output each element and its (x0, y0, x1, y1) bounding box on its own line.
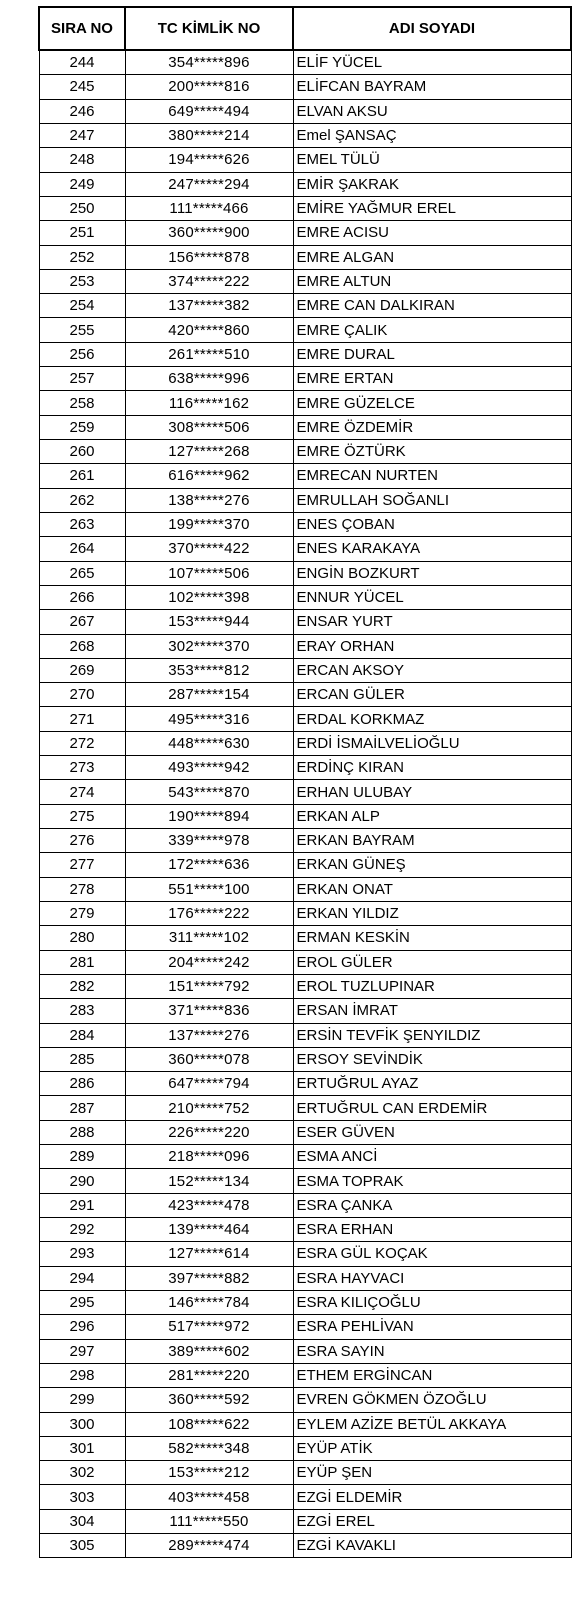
cell-sira-no: 299 (39, 1388, 125, 1412)
table-row (39, 683, 571, 707)
cell-adi-soyadi: EMRE ÖZDEMİR (293, 415, 571, 439)
cell-tc-kimlik-no: 137*****276 (125, 1023, 293, 1047)
cell-adi-soyadi: ESRA ERHAN (293, 1218, 571, 1242)
cell-adi-soyadi: EMRE ÖZTÜRK (293, 440, 571, 464)
cell-tc-kimlik-no: 380*****214 (125, 123, 293, 147)
cell-tc-kimlik-no: 354*****896 (125, 50, 293, 75)
cell-adi-soyadi: EMEL TÜLÜ (293, 148, 571, 172)
cell-sira-no: 279 (39, 901, 125, 925)
cell-adi-soyadi: EZGİ KAVAKLI (293, 1534, 571, 1558)
table-row (39, 1266, 571, 1290)
table-row (39, 50, 571, 75)
cell-sira-no: 292 (39, 1218, 125, 1242)
table-row (39, 1412, 571, 1436)
table-row (39, 391, 571, 415)
cell-adi-soyadi: ERTUĞRUL AYAZ (293, 1072, 571, 1096)
cell-adi-soyadi: ENSAR YURT (293, 610, 571, 634)
cell-tc-kimlik-no: 420*****860 (125, 318, 293, 342)
cell-adi-soyadi: ERKAN BAYRAM (293, 829, 571, 853)
cell-tc-kimlik-no: 308*****506 (125, 415, 293, 439)
cell-adi-soyadi: EMRE ACISU (293, 221, 571, 245)
cell-adi-soyadi: EMRULLAH SOĞANLI (293, 488, 571, 512)
cell-sira-no: 290 (39, 1169, 125, 1193)
table-row (39, 561, 571, 585)
cell-tc-kimlik-no: 448*****630 (125, 731, 293, 755)
cell-adi-soyadi: ERSOY SEVİNDİK (293, 1047, 571, 1071)
table-row (39, 731, 571, 755)
cell-adi-soyadi: EMRE ÇALIK (293, 318, 571, 342)
cell-sira-no: 264 (39, 537, 125, 561)
table-row (39, 1218, 571, 1242)
cell-sira-no: 253 (39, 269, 125, 293)
table-row (39, 488, 571, 512)
cell-adi-soyadi: EROL TUZLUPINAR (293, 974, 571, 998)
cell-sira-no: 248 (39, 148, 125, 172)
cell-tc-kimlik-no: 638*****996 (125, 367, 293, 391)
table-row (39, 1509, 571, 1533)
table-row (39, 1534, 571, 1558)
cell-sira-no: 278 (39, 877, 125, 901)
cell-sira-no: 265 (39, 561, 125, 585)
cell-sira-no: 244 (39, 50, 125, 75)
cell-adi-soyadi: ESRA KILIÇOĞLU (293, 1290, 571, 1314)
table-row (39, 1461, 571, 1485)
cell-tc-kimlik-no: 370*****422 (125, 537, 293, 561)
table-row (39, 342, 571, 366)
cell-tc-kimlik-no: 127*****614 (125, 1242, 293, 1266)
cell-sira-no: 302 (39, 1461, 125, 1485)
cell-tc-kimlik-no: 247*****294 (125, 172, 293, 196)
cell-tc-kimlik-no: 543*****870 (125, 780, 293, 804)
cell-adi-soyadi: ERTUĞRUL CAN ERDEMİR (293, 1096, 571, 1120)
participant-table (38, 6, 572, 1558)
table-row (39, 1315, 571, 1339)
table-row (39, 999, 571, 1023)
cell-tc-kimlik-no: 218*****096 (125, 1145, 293, 1169)
cell-adi-soyadi: EYÜP ATİK (293, 1436, 571, 1460)
cell-adi-soyadi: ERDİNÇ KIRAN (293, 756, 571, 780)
cell-adi-soyadi: EZGİ EREL (293, 1509, 571, 1533)
table-row (39, 294, 571, 318)
cell-adi-soyadi: ERSAN İMRAT (293, 999, 571, 1023)
cell-sira-no: 269 (39, 658, 125, 682)
cell-sira-no: 297 (39, 1339, 125, 1363)
table-row (39, 1145, 571, 1169)
cell-sira-no: 252 (39, 245, 125, 269)
cell-tc-kimlik-no: 360*****592 (125, 1388, 293, 1412)
cell-tc-kimlik-no: 311*****102 (125, 926, 293, 950)
cell-adi-soyadi: ESRA SAYIN (293, 1339, 571, 1363)
table-row (39, 658, 571, 682)
cell-tc-kimlik-no: 127*****268 (125, 440, 293, 464)
cell-sira-no: 298 (39, 1363, 125, 1387)
table-row (39, 245, 571, 269)
table-row (39, 172, 571, 196)
cell-sira-no: 277 (39, 853, 125, 877)
cell-sira-no: 289 (39, 1145, 125, 1169)
table-row (39, 756, 571, 780)
cell-sira-no: 260 (39, 440, 125, 464)
cell-sira-no: 271 (39, 707, 125, 731)
cell-tc-kimlik-no: 190*****894 (125, 804, 293, 828)
table-row (39, 1388, 571, 1412)
cell-tc-kimlik-no: 102*****398 (125, 585, 293, 609)
table-row (39, 585, 571, 609)
cell-tc-kimlik-no: 137*****382 (125, 294, 293, 318)
cell-adi-soyadi: ERKAN ALP (293, 804, 571, 828)
cell-adi-soyadi: ESRA GÜL KOÇAK (293, 1242, 571, 1266)
cell-adi-soyadi: ERKAN YILDIZ (293, 901, 571, 925)
cell-adi-soyadi: EMRECAN NURTEN (293, 464, 571, 488)
table-row (39, 1290, 571, 1314)
table-body (39, 50, 571, 1558)
table-row (39, 1242, 571, 1266)
table-row (39, 123, 571, 147)
cell-tc-kimlik-no: 172*****636 (125, 853, 293, 877)
cell-sira-no: 282 (39, 974, 125, 998)
cell-tc-kimlik-no: 194*****626 (125, 148, 293, 172)
cell-tc-kimlik-no: 226*****220 (125, 1120, 293, 1144)
cell-tc-kimlik-no: 176*****222 (125, 901, 293, 925)
cell-adi-soyadi: ERHAN ULUBAY (293, 780, 571, 804)
table-header (39, 7, 571, 50)
cell-tc-kimlik-no: 397*****882 (125, 1266, 293, 1290)
cell-tc-kimlik-no: 204*****242 (125, 950, 293, 974)
cell-tc-kimlik-no: 495*****316 (125, 707, 293, 731)
cell-sira-no: 301 (39, 1436, 125, 1460)
table-row (39, 221, 571, 245)
cell-adi-soyadi: EMRE ALGAN (293, 245, 571, 269)
cell-sira-no: 268 (39, 634, 125, 658)
table-row (39, 464, 571, 488)
cell-sira-no: 296 (39, 1315, 125, 1339)
table-row (39, 1023, 571, 1047)
cell-sira-no: 287 (39, 1096, 125, 1120)
cell-adi-soyadi: EMRE CAN DALKIRAN (293, 294, 571, 318)
table-row (39, 1072, 571, 1096)
cell-adi-soyadi: EZGİ ELDEMİR (293, 1485, 571, 1509)
cell-tc-kimlik-no: 111*****466 (125, 196, 293, 220)
table-row (39, 269, 571, 293)
cell-sira-no: 272 (39, 731, 125, 755)
cell-tc-kimlik-no: 353*****812 (125, 658, 293, 682)
cell-tc-kimlik-no: 289*****474 (125, 1534, 293, 1558)
cell-tc-kimlik-no: 360*****078 (125, 1047, 293, 1071)
cell-tc-kimlik-no: 302*****370 (125, 634, 293, 658)
cell-tc-kimlik-no: 374*****222 (125, 269, 293, 293)
cell-sira-no: 280 (39, 926, 125, 950)
cell-adi-soyadi: ELVAN AKSU (293, 99, 571, 123)
cell-adi-soyadi: EROL GÜLER (293, 950, 571, 974)
cell-sira-no: 246 (39, 99, 125, 123)
cell-sira-no: 256 (39, 342, 125, 366)
table-row (39, 1436, 571, 1460)
cell-tc-kimlik-no: 360*****900 (125, 221, 293, 245)
table-row (39, 512, 571, 536)
cell-sira-no: 283 (39, 999, 125, 1023)
table-row (39, 950, 571, 974)
cell-tc-kimlik-no: 371*****836 (125, 999, 293, 1023)
table-row (39, 634, 571, 658)
table-row (39, 829, 571, 853)
cell-adi-soyadi: ENGİN BOZKURT (293, 561, 571, 585)
cell-sira-no: 291 (39, 1193, 125, 1217)
cell-adi-soyadi: ENES KARAKAYA (293, 537, 571, 561)
table-row (39, 1047, 571, 1071)
cell-sira-no: 267 (39, 610, 125, 634)
cell-adi-soyadi: EMİR ŞAKRAK (293, 172, 571, 196)
cell-tc-kimlik-no: 281*****220 (125, 1363, 293, 1387)
cell-tc-kimlik-no: 153*****944 (125, 610, 293, 634)
cell-adi-soyadi: EYÜP ŞEN (293, 1461, 571, 1485)
cell-sira-no: 250 (39, 196, 125, 220)
table-row (39, 415, 571, 439)
table-row (39, 853, 571, 877)
cell-adi-soyadi: ESMA TOPRAK (293, 1169, 571, 1193)
cell-tc-kimlik-no: 339*****978 (125, 829, 293, 853)
cell-adi-soyadi: ERSİN TEVFİK ŞENYILDIZ (293, 1023, 571, 1047)
table-row (39, 1096, 571, 1120)
cell-sira-no: 304 (39, 1509, 125, 1533)
cell-tc-kimlik-no: 582*****348 (125, 1436, 293, 1460)
cell-sira-no: 258 (39, 391, 125, 415)
cell-tc-kimlik-no: 649*****494 (125, 99, 293, 123)
cell-tc-kimlik-no: 156*****878 (125, 245, 293, 269)
cell-adi-soyadi: ESMA ANCİ (293, 1145, 571, 1169)
cell-sira-no: 259 (39, 415, 125, 439)
cell-tc-kimlik-no: 199*****370 (125, 512, 293, 536)
cell-adi-soyadi: ENNUR YÜCEL (293, 585, 571, 609)
cell-adi-soyadi: EMRE GÜZELCE (293, 391, 571, 415)
cell-adi-soyadi: ESRA PEHLİVAN (293, 1315, 571, 1339)
table-row (39, 1193, 571, 1217)
cell-tc-kimlik-no: 153*****212 (125, 1461, 293, 1485)
cell-tc-kimlik-no: 139*****464 (125, 1218, 293, 1242)
cell-adi-soyadi: ERMAN KESKİN (293, 926, 571, 950)
header-adi-soyadi: ADI SOYADI (293, 7, 571, 50)
table-row (39, 804, 571, 828)
cell-tc-kimlik-no: 616*****962 (125, 464, 293, 488)
cell-adi-soyadi: ENES ÇOBAN (293, 512, 571, 536)
cell-sira-no: 293 (39, 1242, 125, 1266)
table-row (39, 318, 571, 342)
cell-sira-no: 274 (39, 780, 125, 804)
cell-sira-no: 247 (39, 123, 125, 147)
cell-adi-soyadi: Emel ŞANSAÇ (293, 123, 571, 147)
cell-sira-no: 245 (39, 75, 125, 99)
cell-sira-no: 270 (39, 683, 125, 707)
cell-sira-no: 288 (39, 1120, 125, 1144)
cell-adi-soyadi: ELİFCAN BAYRAM (293, 75, 571, 99)
cell-adi-soyadi: EYLEM AZİZE BETÜL AKKAYA (293, 1412, 571, 1436)
table-row (39, 1120, 571, 1144)
cell-sira-no: 251 (39, 221, 125, 245)
cell-adi-soyadi: EMRE DURAL (293, 342, 571, 366)
cell-sira-no: 266 (39, 585, 125, 609)
cell-sira-no: 305 (39, 1534, 125, 1558)
cell-adi-soyadi: ERKAN GÜNEŞ (293, 853, 571, 877)
table-row (39, 610, 571, 634)
table-row (39, 974, 571, 998)
cell-tc-kimlik-no: 138*****276 (125, 488, 293, 512)
table-row (39, 780, 571, 804)
cell-tc-kimlik-no: 261*****510 (125, 342, 293, 366)
table-row (39, 537, 571, 561)
cell-tc-kimlik-no: 551*****100 (125, 877, 293, 901)
table-row (39, 440, 571, 464)
cell-tc-kimlik-no: 152*****134 (125, 1169, 293, 1193)
cell-adi-soyadi: ETHEM ERGİNCAN (293, 1363, 571, 1387)
cell-sira-no: 300 (39, 1412, 125, 1436)
cell-sira-no: 257 (39, 367, 125, 391)
table-row (39, 1169, 571, 1193)
cell-sira-no: 294 (39, 1266, 125, 1290)
cell-adi-soyadi: ESRA ÇANKA (293, 1193, 571, 1217)
cell-sira-no: 275 (39, 804, 125, 828)
cell-adi-soyadi: EMİRE YAĞMUR EREL (293, 196, 571, 220)
cell-sira-no: 255 (39, 318, 125, 342)
header-row (39, 7, 571, 50)
cell-tc-kimlik-no: 403*****458 (125, 1485, 293, 1509)
cell-tc-kimlik-no: 423*****478 (125, 1193, 293, 1217)
cell-sira-no: 286 (39, 1072, 125, 1096)
cell-sira-no: 284 (39, 1023, 125, 1047)
cell-tc-kimlik-no: 287*****154 (125, 683, 293, 707)
cell-adi-soyadi: EMRE ERTAN (293, 367, 571, 391)
cell-sira-no: 276 (39, 829, 125, 853)
header-tc-kimlik-no: TC KİMLİK NO (125, 7, 293, 50)
table-row (39, 99, 571, 123)
cell-sira-no: 249 (39, 172, 125, 196)
cell-sira-no: 263 (39, 512, 125, 536)
cell-tc-kimlik-no: 647*****794 (125, 1072, 293, 1096)
table-row (39, 901, 571, 925)
table-row (39, 75, 571, 99)
cell-sira-no: 281 (39, 950, 125, 974)
table-row (39, 1339, 571, 1363)
cell-tc-kimlik-no: 389*****602 (125, 1339, 293, 1363)
table-row (39, 367, 571, 391)
cell-tc-kimlik-no: 517*****972 (125, 1315, 293, 1339)
table-row (39, 1363, 571, 1387)
cell-tc-kimlik-no: 111*****550 (125, 1509, 293, 1533)
cell-adi-soyadi: ESRA HAYVACI (293, 1266, 571, 1290)
cell-tc-kimlik-no: 116*****162 (125, 391, 293, 415)
cell-tc-kimlik-no: 151*****792 (125, 974, 293, 998)
cell-sira-no: 261 (39, 464, 125, 488)
cell-adi-soyadi: ERDİ İSMAİLVELİOĞLU (293, 731, 571, 755)
table-row (39, 196, 571, 220)
cell-sira-no: 254 (39, 294, 125, 318)
cell-adi-soyadi: ERDAL KORKMAZ (293, 707, 571, 731)
table-row (39, 707, 571, 731)
cell-tc-kimlik-no: 210*****752 (125, 1096, 293, 1120)
cell-adi-soyadi: ERCAN GÜLER (293, 683, 571, 707)
cell-tc-kimlik-no: 107*****506 (125, 561, 293, 585)
cell-adi-soyadi: ELİF YÜCEL (293, 50, 571, 75)
header-sira-no: SIRA NO (39, 7, 125, 50)
cell-adi-soyadi: EMRE ALTUN (293, 269, 571, 293)
table-row (39, 926, 571, 950)
cell-sira-no: 262 (39, 488, 125, 512)
cell-tc-kimlik-no: 200*****816 (125, 75, 293, 99)
table-row (39, 877, 571, 901)
cell-adi-soyadi: ERAY ORHAN (293, 634, 571, 658)
cell-sira-no: 295 (39, 1290, 125, 1314)
cell-tc-kimlik-no: 493*****942 (125, 756, 293, 780)
cell-adi-soyadi: ESER GÜVEN (293, 1120, 571, 1144)
cell-tc-kimlik-no: 146*****784 (125, 1290, 293, 1314)
cell-sira-no: 303 (39, 1485, 125, 1509)
cell-sira-no: 273 (39, 756, 125, 780)
table-row (39, 148, 571, 172)
cell-tc-kimlik-no: 108*****622 (125, 1412, 293, 1436)
table-row (39, 1485, 571, 1509)
cell-adi-soyadi: ERKAN ONAT (293, 877, 571, 901)
cell-adi-soyadi: EVREN GÖKMEN ÖZOĞLU (293, 1388, 571, 1412)
cell-sira-no: 285 (39, 1047, 125, 1071)
cell-adi-soyadi: ERCAN AKSOY (293, 658, 571, 682)
